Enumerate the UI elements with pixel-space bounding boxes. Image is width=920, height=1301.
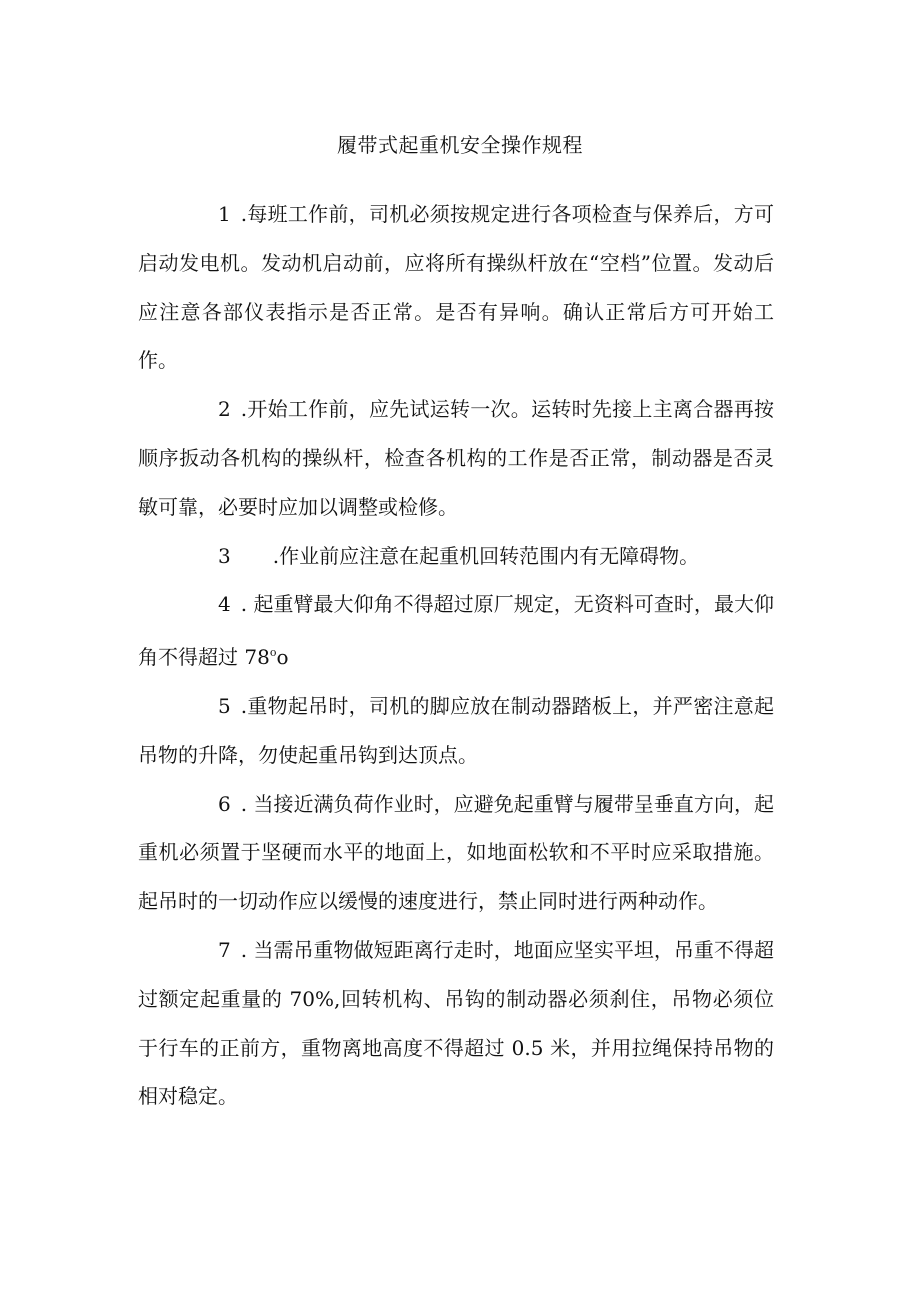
degree-superscript: o xyxy=(269,646,277,660)
paragraph-7 xyxy=(138,926,774,1121)
paragraph-tail: o xyxy=(276,645,289,670)
paragraph-number: 1 xyxy=(218,202,231,226)
paragraph-number: 5 xyxy=(218,693,231,718)
document-body xyxy=(138,190,774,1121)
paragraph-6 xyxy=(138,780,774,926)
paragraph-text: .开始工作前，应先试运转一次。运转时先接上主离合器再按顺序扳动各机构的操纵杆，检查各机构的工作是否正常，制动器是否灵敏可靠，必要时应加以调整或检修。 xyxy=(138,397,774,519)
paragraph-2 xyxy=(138,385,774,531)
paragraph-4 xyxy=(138,580,774,682)
paragraph-text: . 当需吊重物做短距离行走时，地面应坚实平坦，吊重不得超过额定起重量的 70%,回转机构、吊钩的制动器必须刹住，吊物必须位于行车的正前方，重物离地高度不得超过 0.5 米，并用拉绳保持吊物的相对稳定。 xyxy=(138,937,774,1109)
paragraph-text: .作业前应注意在起重机回转范围内有无障碍物。 xyxy=(272,543,700,568)
paragraph-number: 3 xyxy=(218,543,231,568)
paragraph-number: 7 xyxy=(218,937,231,962)
paragraph-number: 6 xyxy=(218,791,231,816)
paragraph-1 xyxy=(138,190,774,385)
paragraph-5 xyxy=(138,682,774,780)
paragraph-number: 4 xyxy=(218,592,231,617)
paragraph-3 xyxy=(138,532,774,581)
paragraph-number: 2 xyxy=(218,397,231,422)
paragraph-text: .每班工作前，司机必须按规定进行各项检查与保养后，方可启动发电机。发动机启动前，应将所有操纵杆放在“空档”位置。发动后应注意各部仪表指示是否正常。是否有异响。确认正常后方可开始工作。 xyxy=(138,202,774,373)
paragraph-text: . 当接近满负荷作业时，应避免起重臂与履带呈垂直方向，起重机必须置于坚硬而水平的地面上，如地面松软和不平时应采取措施。起吊时的一切动作应以缓慢的速度进行，禁止同时进行两种动作。 xyxy=(138,791,774,914)
document-title: 履带式起重机安全操作规程 xyxy=(337,133,583,157)
paragraph-text: . 起重臂最大仰角不得超过原厂规定，无资料可查时，最大仰角不得超过 78 xyxy=(138,592,774,670)
paragraph-text: .重物起吊时，司机的脚应放在制动器踏板上，并严密注意起吊物的升降，勿使起重吊钩到达顶点。 xyxy=(138,693,774,767)
